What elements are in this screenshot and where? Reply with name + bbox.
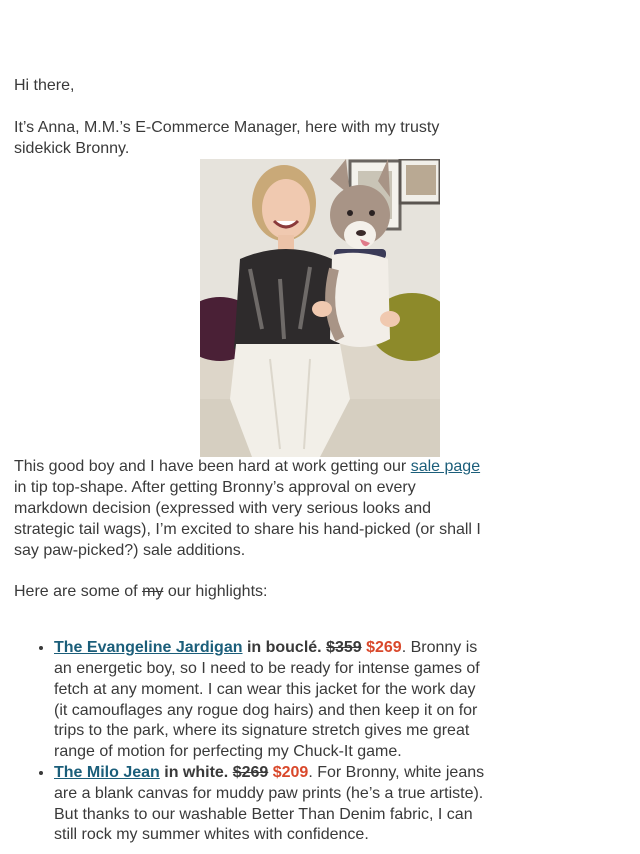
highlights-intro	[14, 582, 486, 603]
spacer	[14, 603, 486, 624]
sale-text-end: in tip top-shape. After getting Bronny’s approval on every markdown decision (expressed with very serious looks and strategic tail wags), I’m excited to share his hand-picked (or shall I say paw-picked?) sale additions.	[14, 479, 481, 559]
product-link[interactable]: The Milo Jean	[54, 763, 160, 781]
highlights-text-end: our highlights:	[163, 583, 268, 601]
sale-price: $209	[272, 763, 309, 781]
highlights-text-start: Here are some of	[14, 583, 143, 601]
sale-page-link[interactable]: sale page	[410, 458, 481, 476]
product-description: . For Bronny, white jeans are a blank canvas for muddy paw prints (he’s a true artiste). But thanks to our washable Better Than Denim fabric, I can still rock my summer whites with confidence.	[54, 763, 485, 844]
spacer	[14, 624, 486, 638]
original-price: $359	[326, 639, 362, 657]
sale-text-start: This good boy and I have been hard at work getting our	[14, 458, 411, 476]
product-description: . Bronny is an energetic boy, so I need to be ready for intense games of fetch at any moment. I can wear this jacket for the work day (it camouflages any rogue dog hairs) and then keep it on for trips to the park, where its signature stretch gives me great range of motion for perfecting my Chuck-It game.	[54, 639, 480, 761]
email-body	[14, 76, 486, 846]
list-item	[54, 638, 486, 763]
spacer	[14, 97, 486, 118]
product-link[interactable]: The Evangeline Jardigan	[54, 639, 243, 657]
photo-woman-with-dog	[200, 159, 440, 457]
list-item	[54, 763, 486, 846]
spacer	[14, 561, 486, 582]
original-price: $269	[232, 763, 269, 781]
sale-paragraph	[14, 457, 486, 561]
product-list	[14, 638, 486, 846]
struck-word: my	[142, 583, 164, 601]
intro-paragraph: It’s Anna, M.M.’s E-Commerce Manager, here with my trusty sidekick Bronny.	[14, 118, 440, 157]
sale-price: $269	[366, 639, 402, 657]
product-variant: in bouclé.	[242, 639, 327, 657]
product-variant: in white.	[159, 763, 233, 781]
greeting: Hi there,	[14, 77, 75, 94]
